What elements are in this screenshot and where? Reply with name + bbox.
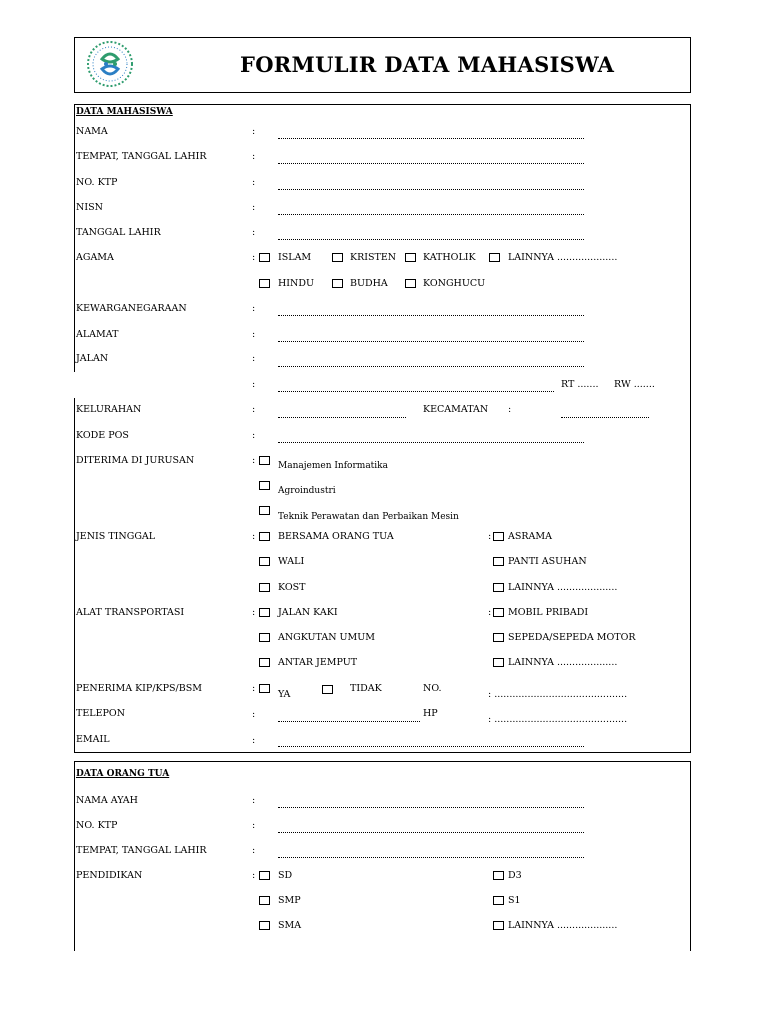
label-nisn: NISN bbox=[76, 202, 103, 213]
label-jalan: JALAN bbox=[76, 353, 109, 364]
label-ktp-ayah: NO. KTP bbox=[76, 820, 118, 831]
colon: : bbox=[252, 353, 256, 364]
option-teknik-perawatan: Teknik Perawatan dan Perbaikan Mesin bbox=[278, 512, 459, 522]
label-telepon: TELEPON bbox=[76, 708, 126, 719]
ktp-field[interactable] bbox=[278, 188, 584, 190]
telepon-field[interactable] bbox=[278, 720, 420, 722]
colon: : bbox=[252, 404, 256, 415]
checkbox-s1[interactable] bbox=[493, 896, 504, 905]
colon: : bbox=[252, 227, 256, 238]
label-kelurahan: KELURAHAN bbox=[76, 404, 142, 415]
colon: : bbox=[252, 709, 256, 720]
option-d3: D3 bbox=[508, 870, 522, 881]
colon: : bbox=[488, 607, 492, 618]
hp-field[interactable]: : ............................................ bbox=[488, 714, 628, 725]
checkbox-islam[interactable] bbox=[259, 253, 270, 262]
label-transportasi: ALAT TRANSPORTASI bbox=[76, 607, 185, 618]
label-hp: HP bbox=[423, 708, 438, 719]
label-kecamatan: KECAMATAN bbox=[423, 404, 489, 415]
checkbox-katholik[interactable] bbox=[405, 253, 416, 262]
kip-no-field[interactable]: : ............................................ bbox=[488, 689, 628, 700]
label-alamat: ALAMAT bbox=[76, 329, 119, 340]
checkbox-lainnya-agama[interactable] bbox=[489, 253, 500, 262]
label-no: NO. bbox=[423, 683, 442, 694]
option-lainnya-transport: LAINNYA .................... bbox=[508, 657, 618, 668]
option-kip-ya: YA bbox=[278, 689, 291, 700]
colon: : bbox=[252, 202, 256, 213]
label-nama: NAMA bbox=[76, 126, 108, 137]
colon: : bbox=[252, 177, 256, 188]
option-asrama: ASRAMA bbox=[508, 531, 552, 542]
colon: : bbox=[252, 845, 256, 856]
option-kristen: KRISTEN bbox=[350, 252, 397, 263]
colon: : bbox=[252, 683, 256, 694]
colon: : bbox=[252, 151, 256, 162]
nama-ayah-field[interactable] bbox=[278, 806, 584, 808]
label-kip: PENERIMA KIP/KPS/BSM bbox=[76, 683, 202, 694]
colon: : bbox=[252, 607, 256, 618]
page-title: FORMULIR DATA MAHASISWA bbox=[240, 52, 615, 77]
option-bersama-orang-tua: BERSAMA ORANG TUA bbox=[278, 531, 394, 542]
checkbox-bersama-orang-tua[interactable] bbox=[259, 532, 270, 541]
checkbox-d3[interactable] bbox=[493, 871, 504, 880]
label-kodepos: KODE POS bbox=[76, 430, 129, 441]
colon: : bbox=[252, 455, 256, 466]
border-gap bbox=[72, 372, 77, 398]
option-katholik: KATHOLIK bbox=[423, 252, 476, 263]
jalan-field-2[interactable] bbox=[278, 390, 554, 392]
colon: : bbox=[252, 795, 256, 806]
checkbox-wali[interactable] bbox=[259, 557, 270, 566]
option-antar-jemput: ANTAR JEMPUT bbox=[278, 657, 358, 668]
label-ttl-ayah: TEMPAT, TANGGAL LAHIR bbox=[76, 845, 207, 856]
checkbox-manajemen-informatika[interactable] bbox=[259, 456, 270, 465]
option-mobil-pribadi: MOBIL PRIBADI bbox=[508, 607, 589, 618]
checkbox-mobil-pribadi[interactable] bbox=[493, 608, 504, 617]
checkbox-sepeda-motor[interactable] bbox=[493, 633, 504, 642]
checkbox-angkutan-umum[interactable] bbox=[259, 633, 270, 642]
checkbox-kip-tidak[interactable] bbox=[322, 685, 333, 694]
option-kip-tidak: TIDAK bbox=[350, 683, 382, 694]
checkbox-jalan-kaki[interactable] bbox=[259, 608, 270, 617]
colon: : bbox=[252, 329, 256, 340]
colon: : bbox=[252, 430, 256, 441]
option-konghucu: KONGHUCU bbox=[423, 278, 486, 289]
option-hindu: HINDU bbox=[278, 278, 314, 289]
checkbox-budha[interactable] bbox=[332, 279, 343, 288]
option-islam: ISLAM bbox=[278, 252, 312, 263]
option-sepeda-motor: SEPEDA/SEPEDA MOTOR bbox=[508, 632, 636, 643]
nisn-field[interactable] bbox=[278, 213, 584, 215]
colon: : bbox=[252, 820, 256, 831]
checkbox-asrama[interactable] bbox=[493, 532, 504, 541]
checkbox-kost[interactable] bbox=[259, 583, 270, 592]
option-s1: S1 bbox=[508, 895, 521, 906]
label-agama: AGAMA bbox=[76, 252, 114, 263]
option-sma: SMA bbox=[278, 920, 302, 931]
option-angkutan-umum: ANGKUTAN UMUM bbox=[278, 632, 376, 643]
label-rt: RT ....... bbox=[561, 379, 599, 390]
kelurahan-field[interactable] bbox=[278, 416, 406, 418]
checkbox-antar-jemput[interactable] bbox=[259, 658, 270, 667]
ttl-ayah-field[interactable] bbox=[278, 856, 584, 858]
label-jenis-tinggal: JENIS TINGGAL bbox=[76, 531, 156, 542]
checkbox-agroindustri[interactable] bbox=[259, 481, 270, 490]
checkbox-sma[interactable] bbox=[259, 921, 270, 930]
label-rw: RW ....... bbox=[614, 379, 655, 390]
kewarganegaraan-field[interactable] bbox=[278, 314, 584, 316]
label-email: EMAIL bbox=[76, 734, 110, 745]
colon: : bbox=[252, 126, 256, 137]
checkbox-lainnya-tinggal[interactable] bbox=[493, 583, 504, 592]
option-panti-asuhan: PANTI ASUHAN bbox=[508, 556, 587, 567]
label-kewarganegaraan: KEWARGANEGARAAN bbox=[76, 303, 187, 314]
email-field[interactable] bbox=[278, 745, 584, 747]
checkbox-sd[interactable] bbox=[259, 871, 270, 880]
checkbox-panti-asuhan[interactable] bbox=[493, 557, 504, 566]
option-lainnya-pendidikan: LAINNYA .................... bbox=[508, 920, 618, 931]
option-budha: BUDHA bbox=[350, 278, 388, 289]
checkbox-teknik-perawatan[interactable] bbox=[259, 506, 270, 515]
institution-logo bbox=[82, 39, 138, 89]
option-jalan-kaki: JALAN KAKI bbox=[278, 607, 338, 618]
colon: : bbox=[252, 379, 256, 390]
label-tgl-lahir: TANGGAL LAHIR bbox=[76, 227, 161, 238]
checkbox-kristen[interactable] bbox=[332, 253, 343, 262]
colon: : bbox=[508, 404, 512, 415]
checkbox-hindu[interactable] bbox=[259, 279, 270, 288]
colon: : bbox=[252, 303, 256, 314]
label-pendidikan: PENDIDIKAN bbox=[76, 870, 143, 881]
colon: : bbox=[252, 531, 256, 542]
tgl-lahir-field[interactable] bbox=[278, 238, 584, 240]
mahasiswa-section-title: DATA MAHASISWA bbox=[76, 107, 173, 117]
jalan-field[interactable] bbox=[278, 365, 584, 367]
checkbox-smp[interactable] bbox=[259, 896, 270, 905]
colon: : bbox=[488, 531, 492, 542]
option-agroindustri: Agroindustri bbox=[278, 486, 336, 496]
option-lainnya-agama: LAINNYA .................... bbox=[508, 252, 618, 263]
ttl-field[interactable] bbox=[278, 162, 584, 164]
ktp-ayah-field[interactable] bbox=[278, 831, 584, 833]
checkbox-lainnya-pendidikan[interactable] bbox=[493, 921, 504, 930]
option-manajemen-informatika: Manajemen Informatika bbox=[278, 461, 388, 471]
kodepos-field[interactable] bbox=[278, 441, 584, 443]
option-lainnya-tinggal: LAINNYA .................... bbox=[508, 582, 618, 593]
colon: : bbox=[252, 252, 256, 263]
kecamatan-field[interactable] bbox=[561, 416, 649, 418]
checkbox-konghucu[interactable] bbox=[405, 279, 416, 288]
colon: : bbox=[252, 870, 256, 881]
option-sd: SD bbox=[278, 870, 293, 881]
option-wali: WALI bbox=[278, 556, 305, 567]
mahasiswa-section-box bbox=[74, 104, 691, 753]
label-nama-ayah: NAMA AYAH bbox=[76, 795, 138, 806]
checkbox-kip-ya[interactable] bbox=[259, 684, 270, 693]
label-ttl: TEMPAT, TANGGAL LAHIR bbox=[76, 151, 207, 162]
nama-field[interactable] bbox=[278, 137, 584, 139]
orangtua-section-title: DATA ORANG TUA bbox=[76, 769, 170, 779]
option-kost: KOST bbox=[278, 582, 306, 593]
option-smp: SMP bbox=[278, 895, 301, 906]
alamat-field[interactable] bbox=[278, 340, 584, 342]
checkbox-lainnya-transport[interactable] bbox=[493, 658, 504, 667]
colon: : bbox=[252, 735, 256, 746]
label-ktp: NO. KTP bbox=[76, 177, 118, 188]
label-jurusan: DITERIMA DI JURUSAN bbox=[76, 455, 195, 466]
